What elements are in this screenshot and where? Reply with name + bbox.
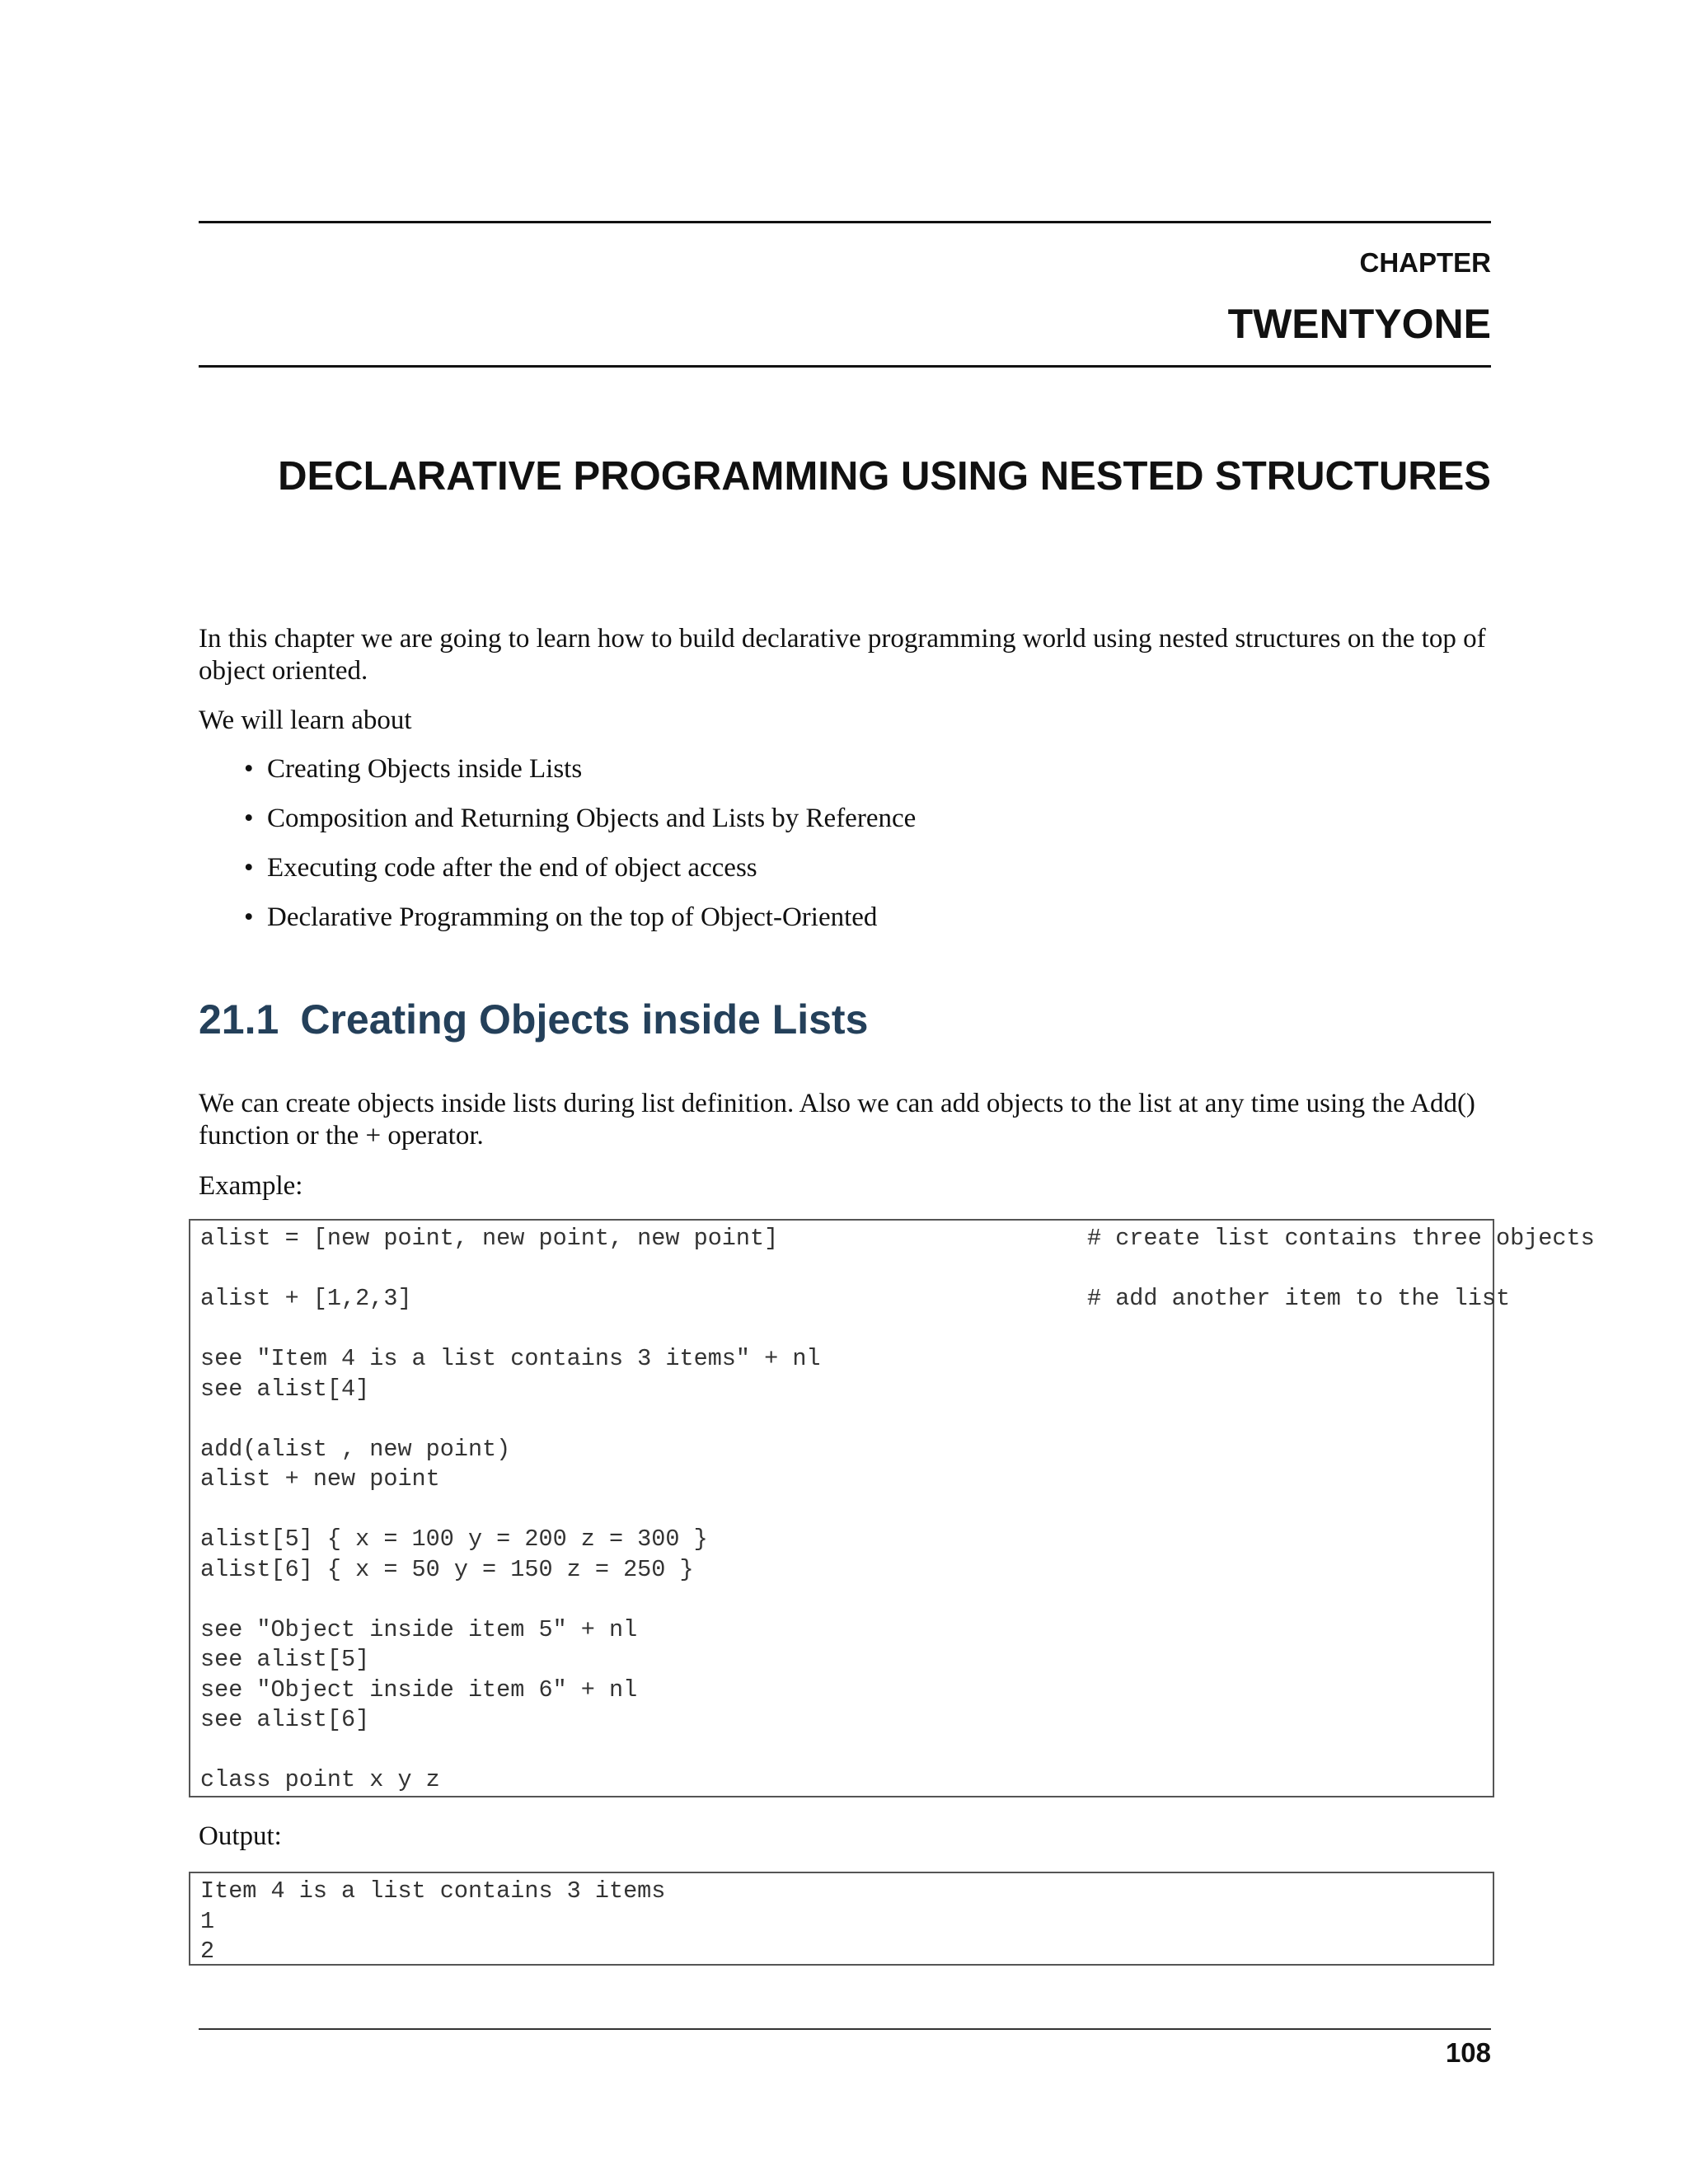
chapter-number: TWENTYONE [1227, 301, 1491, 347]
code-text: see "Object inside item 6" + nl [200, 1675, 638, 1704]
code-text: class point x y z [200, 1766, 440, 1793]
code-text: alist[6] { x = 50 y = 150 z = 250 } [200, 1555, 694, 1583]
code-text: see "Item 4 is a list contains 3 items" + nl [200, 1345, 821, 1372]
list-item: • Executing code after the end of object access [199, 843, 916, 893]
code-text: add(alist , new point) [200, 1435, 511, 1463]
code-line [190, 1254, 1493, 1285]
output-line: 1 [200, 1907, 215, 1935]
code-line [190, 1585, 1493, 1615]
code-line [190, 1375, 1493, 1405]
footer-rule [199, 2028, 1491, 2030]
code-line [190, 1284, 1511, 1315]
code-line [190, 1736, 1493, 1766]
output-line: Item 4 is a list contains 3 items [200, 1877, 666, 1905]
page-number: 108 [1445, 2037, 1491, 2068]
code-text: alist = [new point, new point, new point] [200, 1225, 779, 1252]
output-block [189, 1872, 1494, 1966]
code-text: alist + new point [200, 1465, 440, 1493]
list-item: • Composition and Returning Objects and Lists by Reference [199, 794, 916, 843]
code-line [190, 1465, 1493, 1495]
section-title: Creating Objects inside Lists [300, 996, 869, 1043]
chapter-bottom-rule [199, 365, 1491, 368]
bullet-dot: • [244, 902, 254, 932]
code-line [190, 1404, 1493, 1435]
bullet-dot: • [244, 804, 254, 833]
code-comment: # add another item to the list [1087, 1285, 1511, 1312]
code-text: see alist[6] [200, 1706, 370, 1733]
code-line [190, 1315, 1493, 1345]
section-paragraph: We can create objects inside lists during list definition. Also we can add objects to the list at any time using the Add() function or the + operator. [199, 1089, 1475, 1151]
code-line [190, 1224, 1595, 1254]
intro-lead: We will learn about [199, 705, 412, 735]
code-text: see "Object inside item 5" + nl [200, 1615, 638, 1643]
bullet-dot: • [244, 754, 254, 784]
top-rule [199, 221, 1491, 223]
code-comment: # create list contains three objects [1087, 1225, 1595, 1252]
code-line [190, 1344, 1493, 1375]
code-text: alist[5] { x = 100 y = 200 z = 300 } [200, 1526, 708, 1553]
code-text: alist + [1,2,3] [200, 1285, 412, 1312]
list-item: • Creating Objects inside Lists [199, 744, 916, 794]
section-heading [199, 996, 868, 1043]
code-line [190, 1675, 1493, 1706]
code-text: see alist[4] [200, 1375, 370, 1403]
code-text: see alist[5] [200, 1646, 370, 1673]
code-line [190, 1645, 1493, 1675]
code-line [190, 1765, 1493, 1796]
section-number: 21.1 [199, 996, 279, 1043]
topic-list [199, 744, 916, 942]
code-block [189, 1219, 1595, 1797]
example-label: Example: [199, 1171, 303, 1201]
code-line [190, 1615, 1493, 1646]
bullet-dot: • [244, 853, 254, 883]
output-line: 2 [200, 1938, 215, 1965]
code-line [190, 1495, 1493, 1526]
intro-paragraph: In this chapter we are going to learn how to build declarative programming world using nested structures on the top of object oriented. [199, 624, 1486, 686]
code-line [190, 1705, 1493, 1736]
code-line [190, 1555, 1493, 1586]
list-item: • Declarative Programming on the top of Object-Oriented [199, 893, 916, 942]
chapter-label: CHAPTER [1359, 247, 1491, 278]
code-line [190, 1525, 1493, 1555]
chapter-title: DECLARATIVE PROGRAMMING USING NESTED STRUCTURES [278, 454, 1491, 499]
output-label: Output: [199, 1821, 282, 1851]
code-line [190, 1435, 1493, 1465]
